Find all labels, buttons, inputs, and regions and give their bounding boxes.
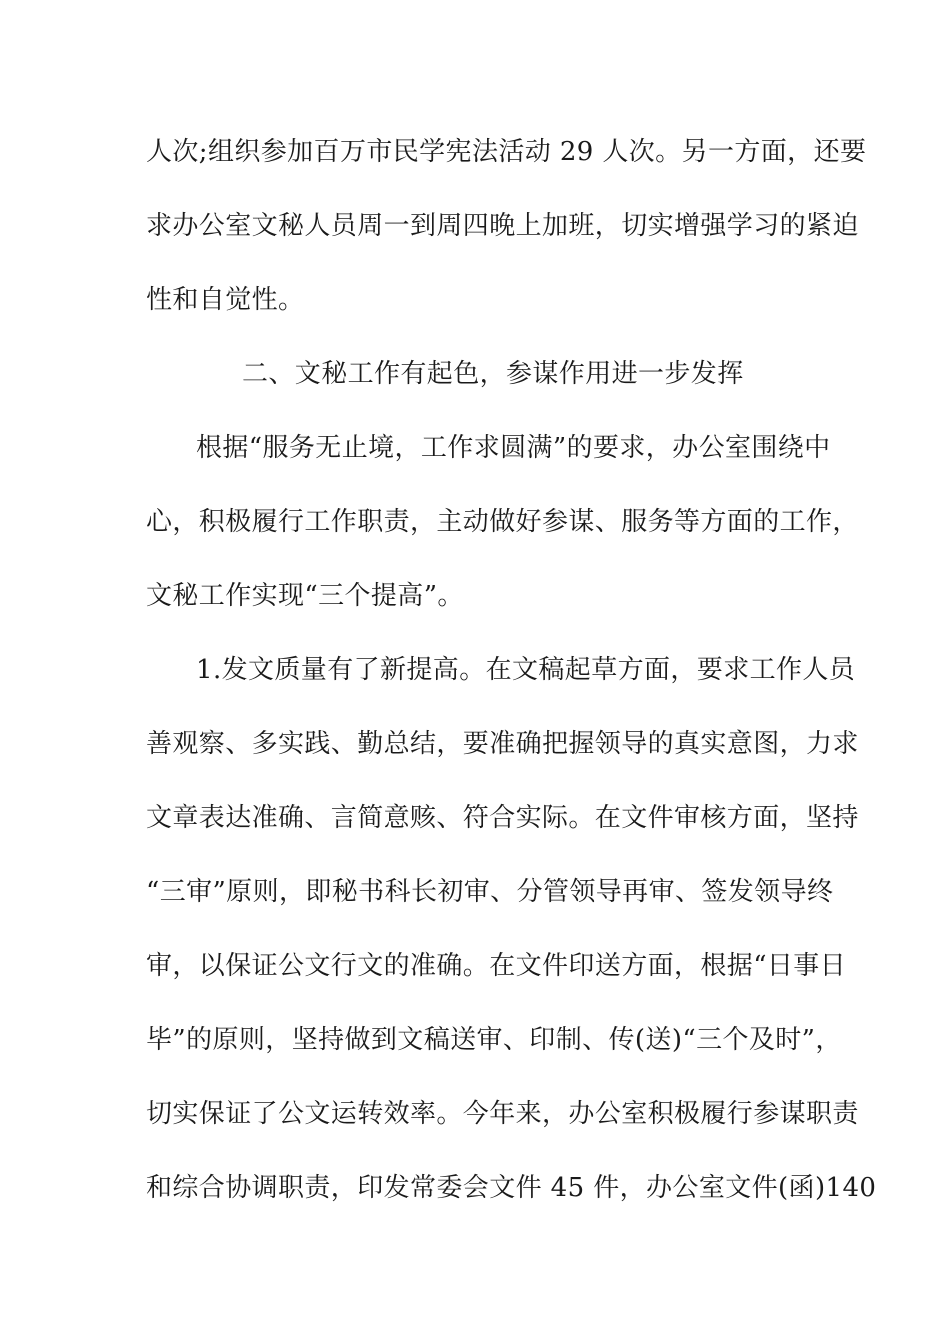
paragraph-line-12: 审，以保证公文行文的准确。在文件印送方面，根据“日事日 [146,951,847,981]
section-heading: 二、文秘工作有起色，参谋作用进一步发挥 [242,359,744,389]
paragraph-line-6: 心，积极履行工作职责，主动做好参谋、服务等方面的工作， [146,507,859,537]
paragraph-line-2: 求办公室文秘人员周一到周四晚上加班，切实增强学习的紧迫 [146,211,859,241]
paragraph-line-3: 性和自觉性。 [146,285,305,315]
paragraph-line-9: 善观察、多实践、勤总结，要准确把握领导的真实意图，力求 [146,729,859,759]
paragraph-line-5: 根据“服务无止境，工作求圆满”的要求，办公室围绕中 [196,433,831,463]
paragraph-line-8: 1.发文质量有了新提高。在文稿起草方面，要求工作人员 [196,655,856,685]
paragraph-line-13: 毕”的原则，坚持做到文稿送审、印制、传(送)“三个及时”， [146,1025,842,1055]
paragraph-line-10: 文章表达准确、言简意赅、符合实际。在文件审核方面，坚持 [146,803,859,833]
paragraph-line-1: 人次;组织参加百万市民学宪法活动 29 人次。另一方面，还要 [146,137,867,167]
paragraph-line-15: 和综合协调职责，印发常委会文件 45 件，办公室文件(函)140 [146,1173,877,1203]
paragraph-line-11: “三审”原则，即秘书科长初审、分管领导再审、签发领导终 [146,877,834,907]
paragraph-line-14: 切实保证了公文运转效率。今年来，办公室积极履行参谋职责 [146,1099,859,1129]
paragraph-line-7: 文秘工作实现“三个提高”。 [146,581,464,611]
